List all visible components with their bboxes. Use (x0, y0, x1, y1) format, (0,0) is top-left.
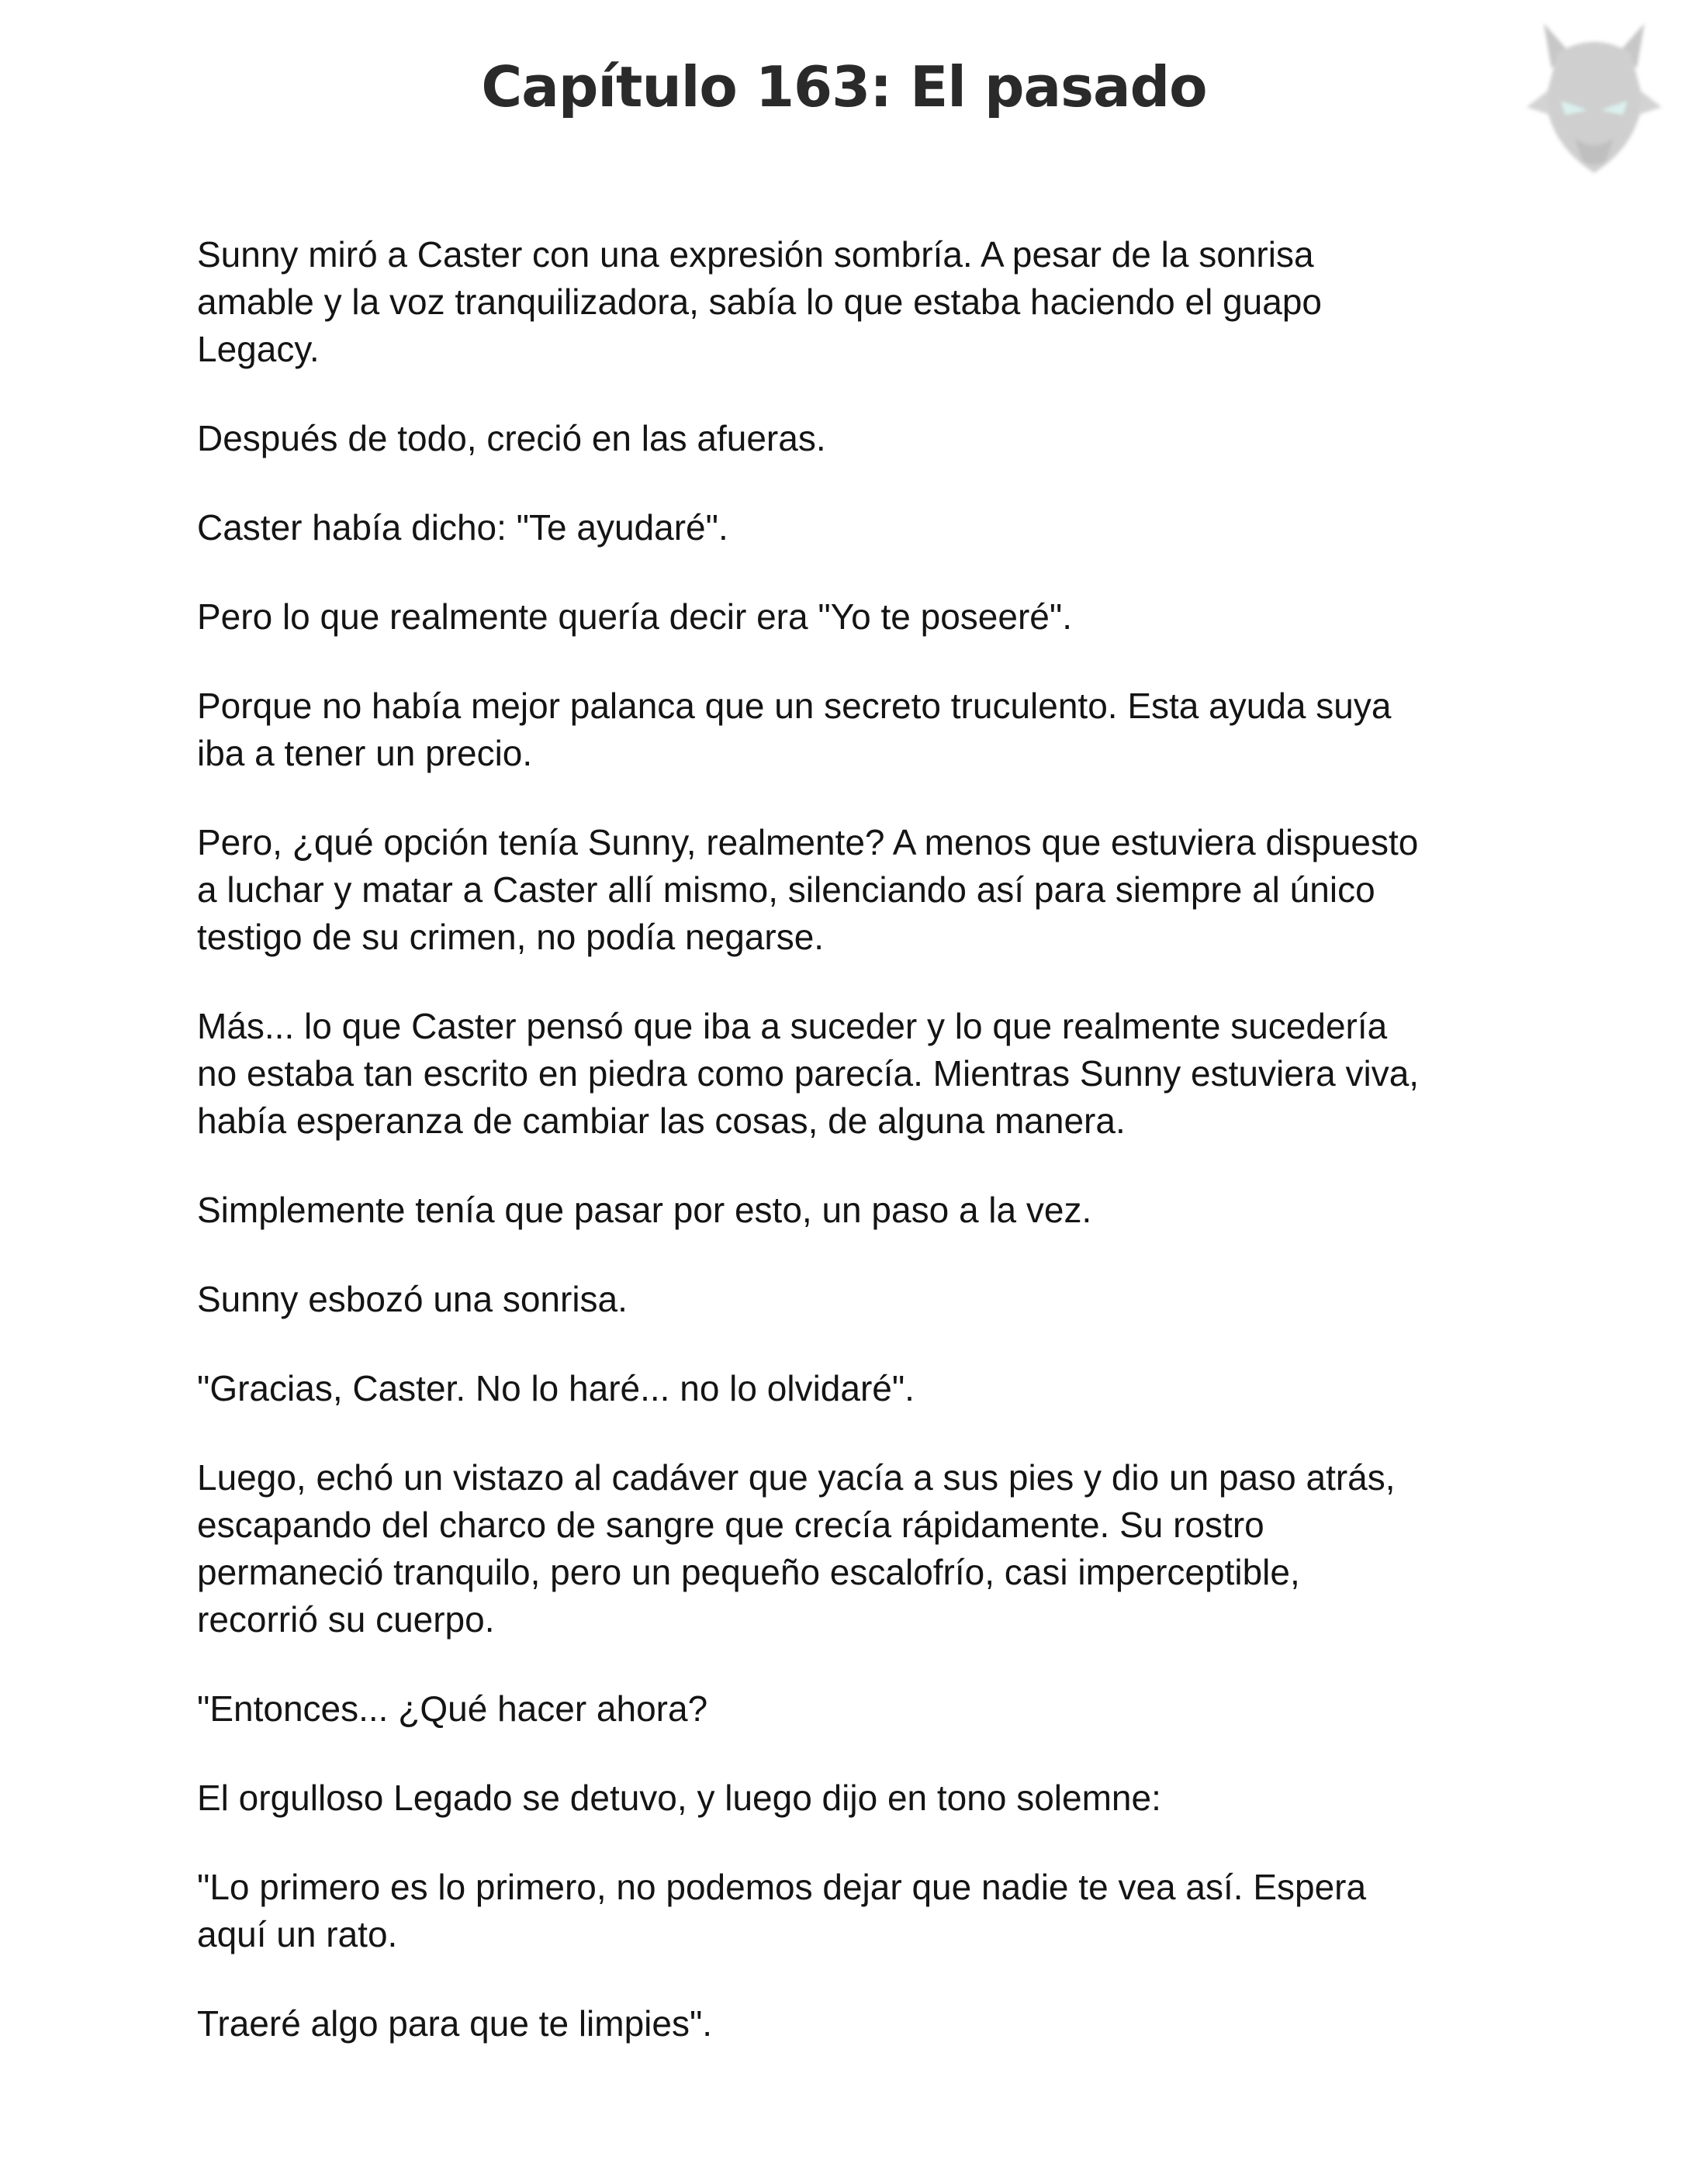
paragraph: Sunny miró a Caster con una expresión sombría. A pesar de la sonrisa amable y la voz tranquilizadora, sabía lo que estaba haciendo el guapo Legacy. (197, 234, 1322, 369)
paragraph: Después de todo, creció en las afueras. (197, 418, 826, 458)
paragraph: Pero, ¿qué opción tenía Sunny, realmente? A menos que estuviera dispuesto a luchar y matar a Caster allí mismo, silenciando así para siempre al único testigo de su crimen, no podía negarse. (197, 822, 1419, 957)
paragraph: Caster había dicho: "Te ayudaré". (197, 507, 728, 548)
paragraph: El orgulloso Legado se detuvo, y luego dijo en tono solemne: (197, 1778, 1161, 1818)
paragraph: "Gracias, Caster. No lo haré... no lo olvidaré". (197, 1368, 915, 1408)
paragraph: Pero lo que realmente quería decir era "Yo te poseeré". (197, 596, 1072, 637)
paragraph: Más... lo que Caster pensó que iba a suceder y lo que realmente sucedería no estaba tan escrito en piedra como parecía. Mientras Sunny estuviera viva, había esperanza de cambiar las cosas, de alguna manera. (197, 1006, 1420, 1141)
paragraph: Simplemente tenía que pasar por esto, un paso a la vez. (197, 1190, 1092, 1230)
paragraph: Traeré algo para que te limpies". (197, 2003, 713, 2044)
paragraph: Sunny esbozó una sonrisa. (197, 1279, 628, 1319)
paragraph: Porque no había mejor palanca que un secreto truculento. Esta ayuda suya iba a tener un precio. (197, 686, 1392, 773)
paragraph: "Lo primero es lo primero, no podemos dejar que nadie te vea así. Espera aquí un rato. (197, 1867, 1367, 1954)
paragraph: "Entonces... ¿Qué hacer ahora? (197, 1688, 708, 1729)
paragraph: Luego, echó un vistazo al cadáver que yacía a sus pies y dio un paso atrás, escapando del charco de sangre que crecía rápidamente. Su rostro permaneció tranquilo, pero un pequeño escalofrío, casi imperceptible, recorrió su cuerpo. (197, 1457, 1396, 1640)
demon-head-icon (1520, 14, 1668, 185)
chapter-title: Capítulo 163: El pasado (481, 54, 1207, 119)
chapter-body (197, 231, 1500, 2089)
